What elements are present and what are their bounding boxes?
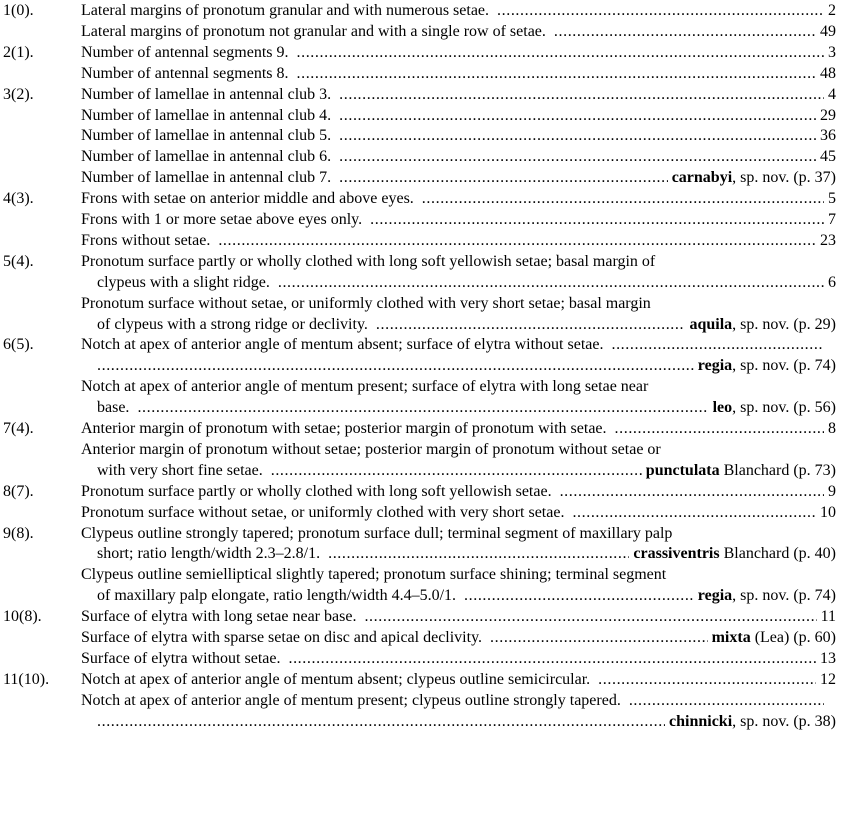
couplet-text: Surface of elytra without setae. xyxy=(81,649,281,667)
leader-dots xyxy=(271,461,642,481)
couplet-destination: 29 xyxy=(820,106,836,124)
couplet-number: 7(4). xyxy=(3,420,34,437)
leader-dots xyxy=(339,126,816,146)
key-line xyxy=(0,126,842,146)
couplet-text: Number of lamellae in antennal club 4. xyxy=(81,106,332,124)
key-line xyxy=(0,210,842,230)
leader-dots xyxy=(297,64,817,84)
taxon-name: aquila xyxy=(689,315,733,333)
couplet-text: Notch at apex of anterior angle of mentum present; clypeus outline strongly tapered. xyxy=(81,691,621,709)
key-line xyxy=(0,419,842,439)
couplet-number: 1(0). xyxy=(3,2,34,19)
key-line xyxy=(0,43,842,63)
key-line xyxy=(0,586,842,606)
couplet-destination: 13 xyxy=(820,649,836,667)
key-line xyxy=(0,189,842,209)
taxon-name: chinnicki xyxy=(669,712,733,730)
leader-dots xyxy=(464,586,694,606)
key-line xyxy=(0,649,842,669)
couplet-text: Clypeus outline strongly tapered; pronotum surface dull; terminal segment of maxillary palp xyxy=(81,524,673,542)
key-line xyxy=(0,273,842,293)
couplet-text: Clypeus outline semielliptical slightly tapered; pronotum surface shining; terminal segment xyxy=(81,566,667,584)
couplet-number: 2(1). xyxy=(3,43,34,61)
taxon-name: carnabyi xyxy=(671,169,733,187)
couplet-text: Number of lamellae in antennal club 5. xyxy=(81,127,332,145)
leader-dots xyxy=(611,335,824,355)
key-line xyxy=(0,22,842,42)
leader-dots xyxy=(598,670,816,690)
leader-dots xyxy=(376,315,686,335)
couplet-text: Number of antennal segments 8. xyxy=(81,64,289,82)
couplet-text-continued: short; ratio length/width 2.3–2.8/1. xyxy=(97,545,321,563)
taxon-authority: , sp. nov. (p. 74) xyxy=(732,357,836,375)
leader-dots xyxy=(288,649,816,669)
taxon-name: mixta xyxy=(711,629,751,646)
couplet-destination: 12 xyxy=(820,670,836,688)
couplet-text: Lateral margins of pronotum not granular and with a single row of setae. xyxy=(81,22,546,40)
key-line xyxy=(0,85,842,105)
key-line xyxy=(0,461,842,481)
key-line xyxy=(0,544,842,564)
leader-dots xyxy=(560,482,824,502)
couplet-text-continued: with very short fine setae. xyxy=(97,461,263,479)
couplet-text: Anterior margin of pronotum with setae; posterior margin of pronotum with setae. xyxy=(81,420,607,437)
couplet-destination: 5 xyxy=(828,190,836,208)
key-line xyxy=(0,252,842,272)
couplet-destination xyxy=(646,461,836,481)
key-line xyxy=(0,231,842,251)
couplet-text: Number of lamellae in antennal club 6. xyxy=(81,148,332,166)
couplet-number: 3(2). xyxy=(3,85,34,103)
couplet-text-continued: of maxillary palp elongate, ratio length/width 4.4–5.0/1. xyxy=(97,587,457,605)
couplet-text: Frons with 1 or more setae above eyes only. xyxy=(81,211,363,228)
key-line xyxy=(0,356,842,376)
key-line xyxy=(0,607,842,627)
couplet-number: 8(7). xyxy=(3,482,34,500)
key-line xyxy=(0,335,842,355)
couplet-text-continued: clypeus with a slight ridge. xyxy=(97,273,270,291)
couplet-text-continued: base. xyxy=(97,399,130,417)
taxon-authority: , sp. nov. (p. 37) xyxy=(732,169,836,187)
couplet-destination xyxy=(689,315,836,335)
couplet-destination: 4 xyxy=(828,85,836,103)
key-line xyxy=(0,377,842,397)
key-line xyxy=(0,294,842,314)
couplet-text: Notch at apex of anterior angle of mentum absent; clypeus outline semicircular. xyxy=(81,670,591,688)
couplet-destination: 7 xyxy=(828,211,836,228)
couplet-text: Number of antennal segments 9. xyxy=(81,43,289,61)
couplet-text: Anterior margin of pronotum without setae; posterior margin of pronotum without setae or xyxy=(81,440,661,458)
leader-dots xyxy=(370,210,824,230)
leader-dots xyxy=(97,356,694,376)
couplet-destination xyxy=(698,356,836,376)
key-line xyxy=(0,440,842,460)
leader-dots xyxy=(218,231,816,251)
couplet-destination: 45 xyxy=(820,148,836,166)
couplet-destination xyxy=(669,712,836,732)
leader-dots xyxy=(554,22,816,42)
key-line xyxy=(0,503,842,523)
couplet-destination: 49 xyxy=(820,22,836,40)
leader-dots xyxy=(339,106,816,126)
couplet-text: Pronotum surface without setae, or uniformly clothed with very short setae. xyxy=(81,503,565,521)
couplet-text: Number of lamellae in antennal club 3. xyxy=(81,85,332,103)
key-line xyxy=(0,482,842,502)
couplet-destination xyxy=(698,586,836,606)
leader-dots xyxy=(422,189,824,209)
couplet-destination: 48 xyxy=(820,64,836,82)
leader-dots xyxy=(339,168,668,188)
couplet-text: Pronotum surface partly or wholly clothed with long soft yellowish setae; basal margin of xyxy=(81,252,656,270)
couplet-destination: 36 xyxy=(820,127,836,145)
leader-dots xyxy=(278,273,824,293)
leader-dots xyxy=(297,43,825,63)
key-line xyxy=(0,712,842,732)
taxon-authority: , sp. nov. (p. 56) xyxy=(732,399,836,417)
taxon-name: regia xyxy=(697,587,733,605)
couplet-destination: 9 xyxy=(828,482,836,500)
taxon-name: punctulata xyxy=(645,461,720,479)
taxon-authority: , sp. nov. (p. 74) xyxy=(732,587,836,605)
leader-dots xyxy=(364,607,816,627)
taxon-name: leo xyxy=(712,399,733,417)
leader-dots xyxy=(137,398,708,418)
couplet-number: 5(4). xyxy=(3,252,34,270)
couplet-text: Frons without setae. xyxy=(81,231,211,249)
couplet-destination: 6 xyxy=(828,273,836,291)
couplet-text: Notch at apex of anterior angle of mentum absent; surface of elytra without setae. xyxy=(81,336,604,354)
couplet-number: 11(10). xyxy=(3,670,50,688)
leader-dots xyxy=(97,712,665,732)
leader-dots xyxy=(490,628,708,648)
couplet-text: Pronotum surface without setae, or uniformly clothed with very short setae; basal margin xyxy=(81,294,651,312)
key-line xyxy=(0,524,842,544)
couplet-number: 9(8). xyxy=(3,524,34,542)
couplet-destination xyxy=(713,398,836,418)
couplet-text-continued: of clypeus with a strong ridge or declivity. xyxy=(97,315,368,333)
key-line xyxy=(0,64,842,84)
couplet-destination xyxy=(712,628,836,648)
couplet-number: 10(8). xyxy=(3,608,42,626)
taxon-authority: Blanchard (p. 40) xyxy=(719,545,836,563)
key-line xyxy=(0,168,842,188)
taxon-authority: , sp. nov. (p. 38) xyxy=(732,712,836,730)
leader-dots xyxy=(328,544,629,564)
couplet-destination: 2 xyxy=(828,2,836,19)
key-line xyxy=(0,565,842,585)
couplet-destination xyxy=(672,168,836,188)
couplet-text: Notch at apex of anterior angle of mentum present; surface of elytra with long setae near xyxy=(81,378,649,396)
couplet-destination xyxy=(633,544,836,564)
key-line xyxy=(0,1,842,21)
couplet-text: Number of lamellae in antennal club 7. xyxy=(81,169,332,187)
leader-dots xyxy=(615,419,824,439)
taxon-authority: , sp. nov. (p. 29) xyxy=(732,315,836,333)
couplet-destination: 10 xyxy=(820,503,836,521)
key-line xyxy=(0,398,842,418)
key-line xyxy=(0,670,842,690)
couplet-number: 4(3). xyxy=(3,190,34,208)
couplet-text: Frons with setae on anterior middle and above eyes. xyxy=(81,190,414,208)
couplet-text: Lateral margins of pronotum granular and with numerous setae. xyxy=(81,2,490,19)
couplet-destination: 8 xyxy=(828,420,836,437)
leader-dots xyxy=(497,1,824,21)
couplet-text: Surface of elytra with long setae near base. xyxy=(81,608,357,626)
leader-dots xyxy=(572,503,816,523)
leader-dots xyxy=(629,691,824,711)
couplet-destination: 23 xyxy=(820,231,836,249)
leader-dots xyxy=(339,85,824,105)
taxon-authority: Blanchard (p. 73) xyxy=(719,461,836,479)
couplet-number: 6(5). xyxy=(3,336,34,354)
taxon-name: crassiventris xyxy=(633,545,720,563)
key-line xyxy=(0,315,842,335)
key-line xyxy=(0,147,842,167)
key-line xyxy=(0,628,842,648)
couplet-text: Surface of elytra with sparse setae on disc and apical declivity. xyxy=(81,629,483,646)
key-line xyxy=(0,691,842,711)
key-line xyxy=(0,106,842,126)
couplet-destination: 3 xyxy=(828,43,836,61)
taxon-authority: (Lea) (p. 60) xyxy=(750,629,836,646)
couplet-destination: 11 xyxy=(820,608,836,626)
leader-dots xyxy=(339,147,816,167)
couplet-text: Pronotum surface partly or wholly clothed with long soft yellowish setae. xyxy=(81,482,552,500)
taxon-name: regia xyxy=(697,357,733,375)
